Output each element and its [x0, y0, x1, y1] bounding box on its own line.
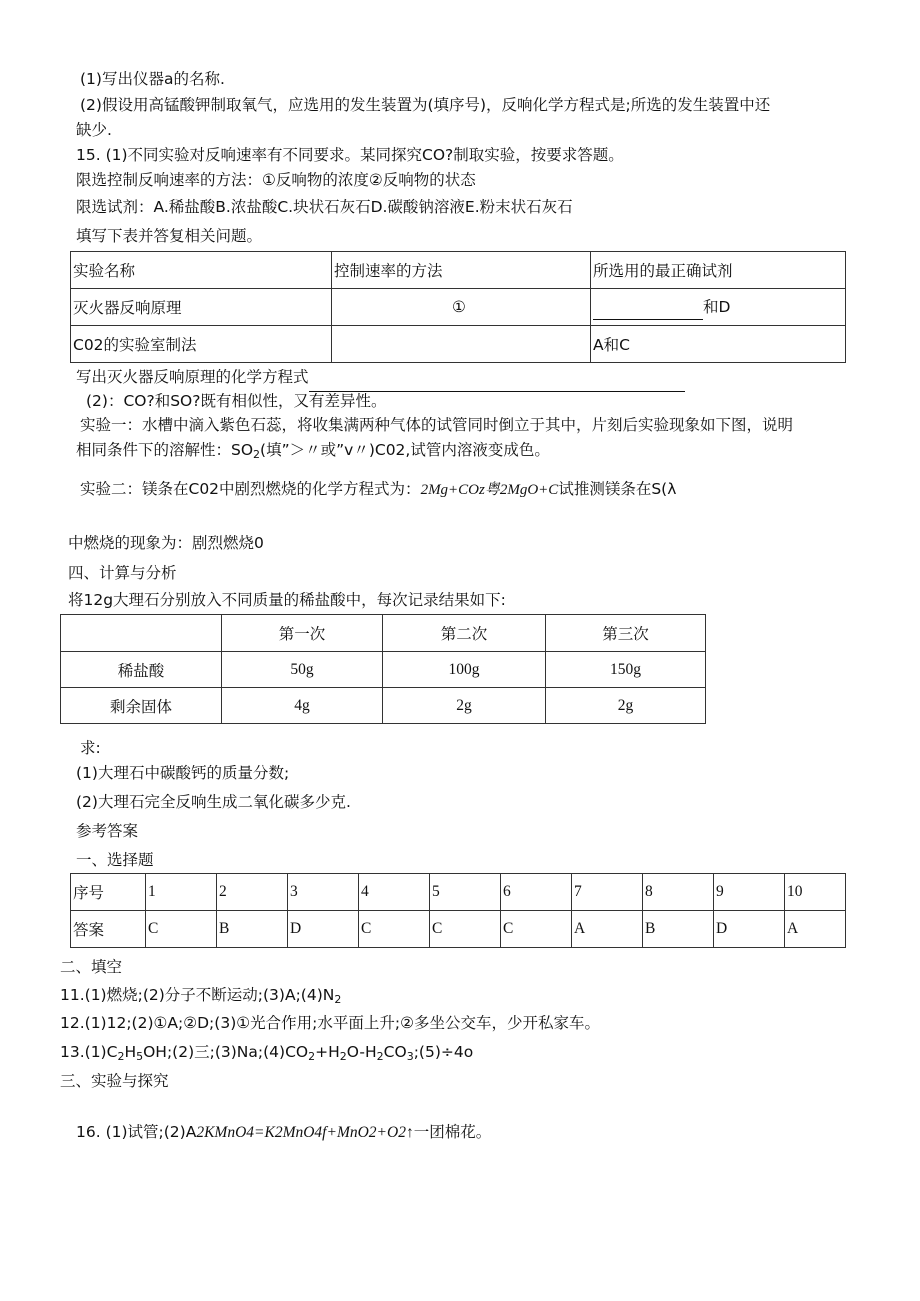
table-cell: A和C	[591, 326, 846, 363]
table-cell: 6	[501, 874, 572, 911]
table-cell: 8	[643, 874, 714, 911]
table-cell: 150g	[546, 652, 706, 688]
subscript: 2	[339, 1050, 347, 1063]
header-cell: 所选用的最正确试剂	[591, 252, 846, 289]
q14-part2-line1: (2)假设用高锰酸钾制取氧气，应选用的发生装置为(填序号)，反响化学方程式是;所选的发生装置中还	[80, 96, 771, 114]
table-header-row	[71, 252, 846, 289]
header-cell	[61, 615, 222, 652]
permanganate-equation: 2KMnO4=K2MnO4f+MnO2+O2↑	[196, 1124, 414, 1141]
q15-equation-prompt	[76, 366, 685, 392]
subscript: 2	[334, 993, 342, 1006]
section4-question2: (2)大理石完全反响生成二氧化碳多少克.	[76, 793, 351, 811]
text: OH;(2)三;(3)Na;(4)CO	[143, 1043, 309, 1061]
section4-question1: (1)大理石中碳酸钙的质量分数;	[76, 764, 290, 782]
table-cell: D	[288, 911, 359, 948]
table-cell: 50g	[222, 652, 383, 688]
section4-table	[60, 614, 706, 724]
q15-intro: 15. (1)不同实验对反响速率有不同要求。某同探究CO?制取实验，按要求答题。	[76, 146, 624, 164]
q15-part2: (2)：CO?和SO?既有相似性，又有差异性。	[86, 392, 387, 410]
text: 16. (1)试管;(2)A	[76, 1123, 197, 1141]
fill-section-title: 二、填空	[60, 958, 123, 976]
answers-title: 参考答案	[76, 822, 139, 840]
table-cell: A	[572, 911, 643, 948]
magnesium-equation: 2Mg+COz粤2MgO+C	[420, 482, 559, 498]
q14-part2-line2: 缺少.	[76, 121, 112, 139]
experiment1-line1: 实验一：水槽中滴入紫色石蕊，将收集满两种气体的试管同时倒立于其中，片刻后实验现象如下图，说明	[80, 416, 794, 434]
subscript: 2	[308, 1050, 316, 1063]
table-cell-answer-blank	[591, 289, 846, 326]
experiment2-line	[80, 478, 676, 501]
table-cell: A	[785, 911, 846, 948]
table-row	[71, 326, 846, 363]
header-cell: 第二次	[383, 615, 546, 652]
table-cell: C02的实验室制法	[71, 326, 332, 363]
table-cell: 2g	[383, 688, 546, 724]
text: 试推测镁条在S(λ	[558, 480, 677, 498]
prompt-text: 写出灭火器反响原理的化学方程式	[76, 368, 309, 386]
table-cell: 灭火器反响原理	[71, 289, 332, 326]
header-cell: 实验名称	[71, 252, 332, 289]
section4-ask: 求:	[80, 739, 101, 757]
table-cell: 10	[785, 874, 846, 911]
table-row-answers	[71, 911, 846, 948]
table-cell: 3	[288, 874, 359, 911]
experiment1-line2	[76, 439, 550, 466]
experiment-section-title: 三、实验与探究	[60, 1072, 169, 1090]
table-cell: 2	[217, 874, 288, 911]
table-cell: C	[146, 911, 217, 948]
table-cell: 100g	[383, 652, 546, 688]
fill-blank	[593, 301, 703, 320]
choice-section-title: 一、选择题	[76, 851, 154, 869]
subscript: 2	[376, 1050, 384, 1063]
table-header-row	[61, 615, 706, 652]
text: H	[124, 1043, 137, 1061]
table-row-numbers	[71, 874, 846, 911]
table-cell: C	[359, 911, 430, 948]
table-cell: 2g	[546, 688, 706, 724]
header-cell: 第一次	[222, 615, 383, 652]
q15-reagents: 限选试剂：A.稀盐酸B.浓盐酸C.块状石灰石D.碳酸钠溶液E.粉末状石灰石	[76, 198, 573, 216]
experiment2-continuation: 中燃烧的现象为：剧烈燃烧0	[68, 534, 264, 552]
table-cell: 1	[146, 874, 217, 911]
subscript: 3	[406, 1050, 414, 1063]
table-cell: ①	[332, 289, 591, 326]
text: +H	[315, 1043, 340, 1061]
table-row	[61, 652, 706, 688]
table-cell: 稀盐酸	[61, 652, 222, 688]
table-cell: 5	[430, 874, 501, 911]
section4-title: 四、计算与分析	[68, 564, 177, 582]
text: 相同条件下的溶解性：SO	[76, 441, 254, 459]
answer-11	[60, 984, 341, 1011]
q15-table	[70, 251, 846, 363]
section4-intro: 将12g大理石分别放入不同质量的稀盐酸中，每次记录结果如下:	[68, 591, 506, 609]
subscript: 2	[117, 1050, 125, 1063]
table-cell: C	[430, 911, 501, 948]
table-cell: C	[501, 911, 572, 948]
table-row	[71, 289, 846, 326]
answer-13	[60, 1041, 473, 1068]
table-cell-text: 和D	[703, 297, 731, 316]
table-cell: 9	[714, 874, 785, 911]
subscript: 5	[136, 1050, 144, 1063]
table-cell	[332, 326, 591, 363]
header-cell: 第三次	[546, 615, 706, 652]
text: CO	[383, 1043, 407, 1061]
header-cell: 控制速率的方法	[332, 252, 591, 289]
table-cell: 4	[359, 874, 430, 911]
text: 13.(1)C	[60, 1043, 118, 1061]
answer-12: 12.(1)12;(2)①A;②D;(3)①光合作用;水平面上升;②多坐公交车，少开私家车。	[60, 1014, 600, 1032]
subscript: 2	[253, 448, 261, 461]
q14-part1: (1)写出仪器a的名称.	[80, 70, 225, 88]
choice-answer-table	[70, 873, 846, 948]
table-cell: 4g	[222, 688, 383, 724]
table-cell: B	[217, 911, 288, 948]
text: O-H	[346, 1043, 377, 1061]
answer-16	[76, 1121, 491, 1144]
table-cell: 7	[572, 874, 643, 911]
text: 一团棉花。	[413, 1123, 492, 1141]
table-cell: 剩余固体	[61, 688, 222, 724]
text: 11.(1)燃烧;(2)分子不断运动;(3)A;(4)N	[60, 986, 335, 1004]
fill-blank	[309, 369, 685, 392]
table-cell: 序号	[71, 874, 146, 911]
text: 实验二：镁条在C02中剧烈燃烧的化学方程式为：	[80, 480, 421, 498]
text: ;(5)÷4o	[413, 1043, 474, 1061]
q15-fill-instruction: 填写下表并答复相关问题。	[76, 227, 263, 245]
table-cell: B	[643, 911, 714, 948]
q15-methods: 限选控制反响速率的方法：①反响物的浓度②反响物的状态	[76, 171, 476, 189]
table-cell: D	[714, 911, 785, 948]
table-row	[61, 688, 706, 724]
table-cell: 答案	[71, 911, 146, 948]
text: (填”＞〃或”v〃)C02,试管内溶液变成色。	[260, 441, 550, 459]
